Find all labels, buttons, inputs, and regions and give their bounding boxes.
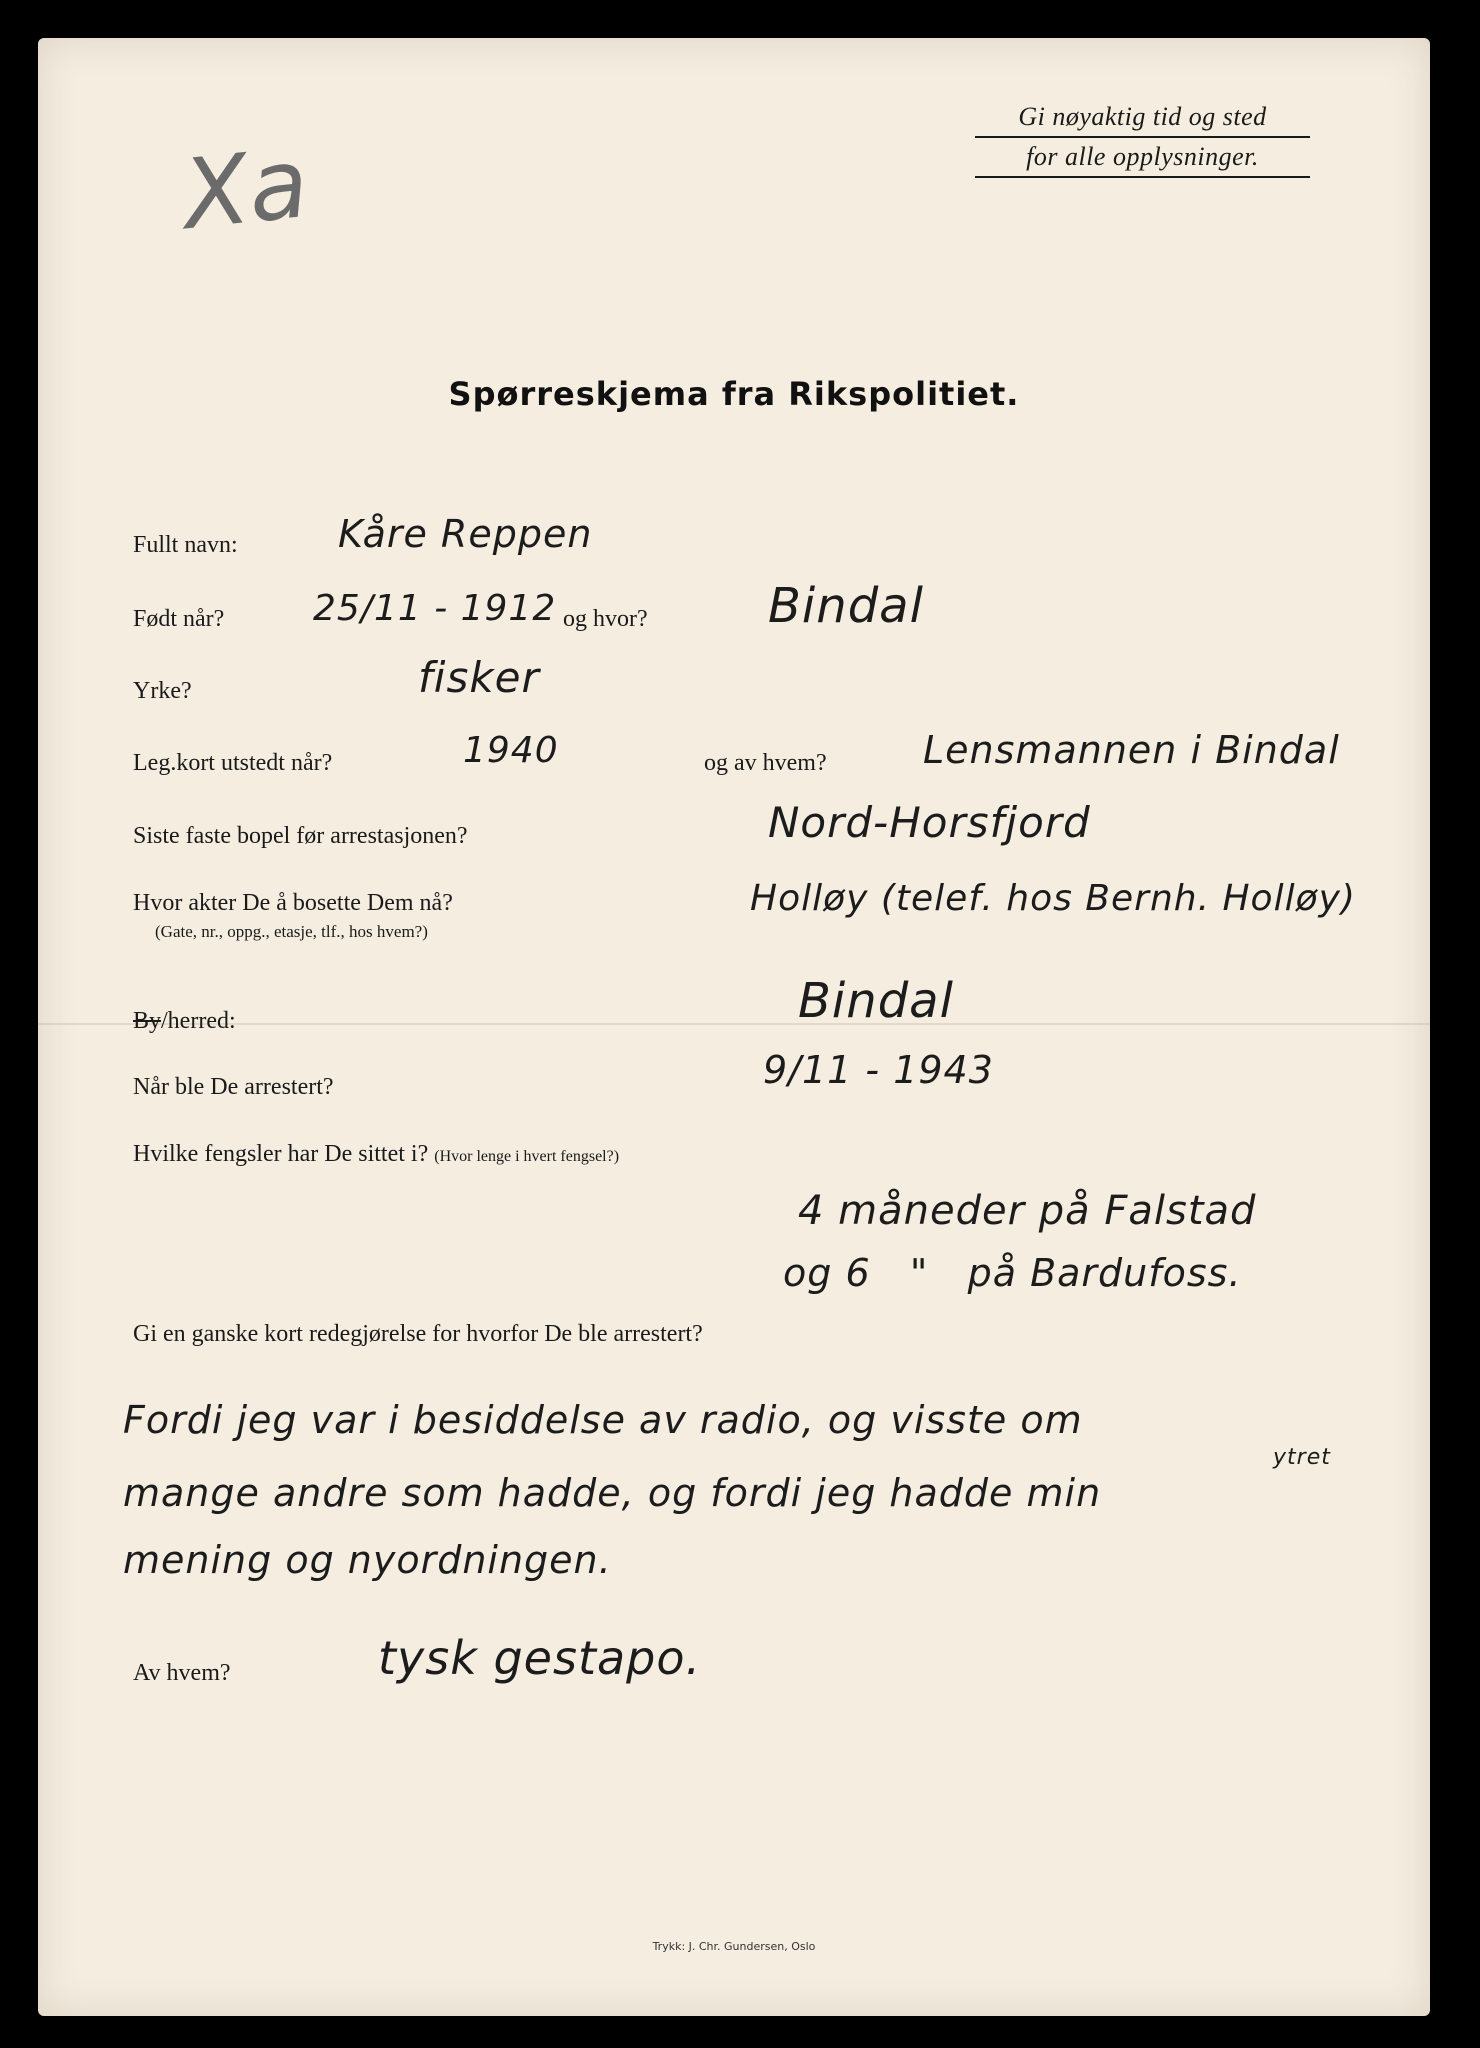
reason-label: Gi en ganske kort redegjørelse for hvorfor De ble arrestert? <box>133 1321 703 1347</box>
printer-imprint: Trykk: J. Chr. Gundersen, Oslo <box>652 1940 816 1953</box>
municipality-label-rest: /herred: <box>161 1008 236 1034</box>
corner-mark: Xa <box>177 126 314 252</box>
legkort-by-value: Lensmannen i Bindal <box>923 728 1340 772</box>
last-residence-label: Siste faste bopel før arrestasjonen? <box>133 823 468 849</box>
reason-line-2-insert: ytret <box>1273 1445 1331 1470</box>
born-where-value: Bindal <box>768 578 924 634</box>
born-label: Født når? <box>133 606 225 632</box>
prisons-sub-label: (Hvor lenge i hvert fengsel?) <box>434 1148 620 1165</box>
prisons-line-2: og 6 " på Bardufoss. <box>783 1251 1242 1295</box>
name-value: Kåre Reppen <box>338 512 593 556</box>
legkort-label: Leg.kort utstedt når? <box>133 750 333 776</box>
instruction-note <box>975 98 1310 178</box>
occupation-label: Yrke? <box>133 678 192 704</box>
prisons-label-row <box>133 1141 619 1168</box>
municipality-value: Bindal <box>798 973 954 1029</box>
settle-sub-label: (Gate, nr., oppg., etasje, tlf., hos hvem?) <box>155 922 428 941</box>
prisons-line-1: 4 måneder på Falstad <box>798 1188 1257 1234</box>
instruction-line-2: for alle opplysninger. <box>975 138 1310 178</box>
reason-line-2: mange andre som hadde, og fordi jeg hadde min <box>123 1471 1102 1515</box>
fold-line <box>38 1023 1430 1025</box>
settle-value: Holløy (telef. hos Bernh. Holløy) <box>750 878 1356 919</box>
prisons-label: Hvilke fengsler har De sittet i? <box>133 1141 429 1167</box>
settle-label: Hvor akter De å bosette Dem nå? <box>133 890 453 916</box>
last-residence-value: Nord-Horsfjord <box>768 798 1091 847</box>
reason-line-3: mening og nyordningen. <box>123 1538 612 1582</box>
arrested-value: 9/11 - 1943 <box>763 1048 994 1092</box>
born-where-label: og hvor? <box>563 606 648 632</box>
by-whom-label: Av hvem? <box>133 1660 231 1686</box>
legkort-by-label: og av hvem? <box>704 750 827 776</box>
municipality-label <box>133 1008 236 1035</box>
form-sheet <box>38 38 1430 2016</box>
legkort-date-value: 1940 <box>463 730 559 771</box>
municipality-label-struck: By <box>133 1008 162 1034</box>
instruction-line-1: Gi nøyaktig tid og sted <box>975 98 1310 138</box>
reason-line-1: Fordi jeg var i besiddelse av radio, og visste om <box>123 1398 1083 1442</box>
name-label: Fullt navn: <box>133 532 238 558</box>
page-title: Spørreskjema fra Rikspolitiet. <box>448 375 1020 413</box>
arrested-label: Når ble De arrestert? <box>133 1074 334 1100</box>
occupation-value: fisker <box>418 653 540 702</box>
by-whom-value: tysk gestapo. <box>378 1631 702 1685</box>
born-date-value: 25/11 - 1912 <box>313 588 557 629</box>
